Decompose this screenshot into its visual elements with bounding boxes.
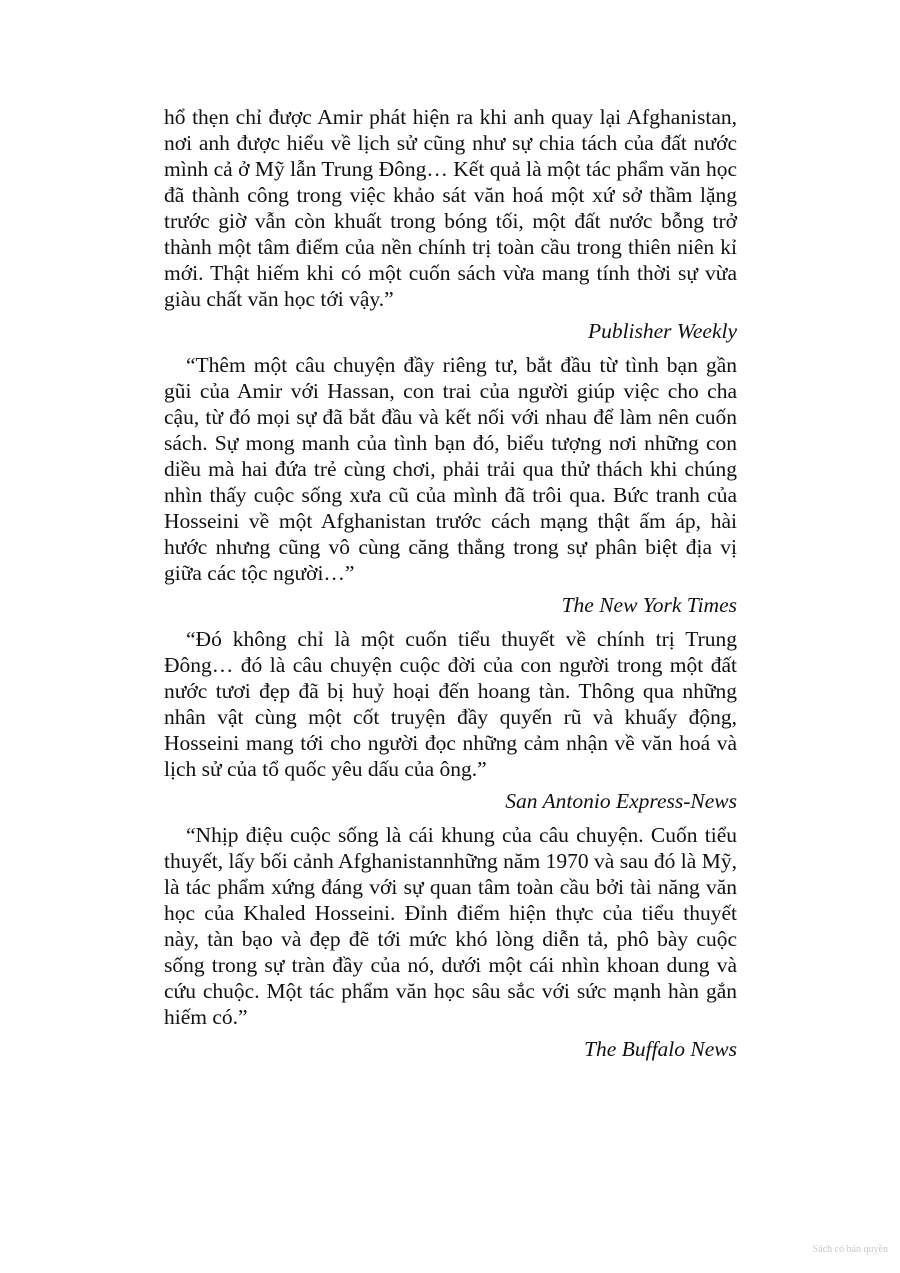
review-source-3: San Antonio Express-News [505, 789, 737, 813]
review-page [164, 104, 737, 1070]
review-text-2: “Thêm một câu chuyện đầy riêng tư, bắt đầu từ tình bạn gần gũi của Amir với Hassan, con trai của người giúp việc cho cha cậu, từ đó mọi sự đã bắt đầu và kết nối với nhau để làm nên cuốn sách. Sự mong manh của tình bạn đó, biểu tượng nơi những con diều mà hai đứa trẻ cùng chơi, phải trải qua thử thách khi chúng nhìn thấy cuộc sống xưa cũ của mình đã trôi qua. Bức tranh của Hosseini về một Afghanistan trước cách mạng thật ấm áp, hài hước nhưng cũng vô cùng căng thẳng trong sự phân biệt địa vị giữa các tộc người…” [164, 353, 737, 585]
review-source-4: The Buffalo News [584, 1037, 737, 1061]
review-text-4: “Nhịp điệu cuộc sống là cái khung của câu chuyện. Cuốn tiểu thuyết, lấy bối cảnh Afghanistannhững năm 1970 và sau đó là Mỹ, là tác phẩm xứng đáng với sự quan tâm toàn cầu bởi tài năng văn học của Khaled Hosseini. Đỉnh điểm hiện thực của tiểu thuyết này, tàn bạo và đẹp đẽ tới mức khó lòng diễn tả, phô bày cuộc sống trong sự tràn đầy của nó, dưới một cái nhìn khoan dung và cứu chuộc. Một tác phẩm văn học sâu sắc với sức mạnh hàn gắn hiếm có.” [164, 823, 737, 1029]
review-source-2: The New York Times [561, 593, 737, 617]
review-text-3: “Đó không chỉ là một cuốn tiểu thuyết về chính trị Trung Đông… đó là câu chuyện cuộc đời của con người trong một đất nước tươi đẹp đã bị huỷ hoại đến hoang tàn. Thông qua những nhân vật cùng một cốt truyện đầy quyến rũ và khuấy động, Hosseini mang tới cho người đọc những cảm nhận về văn hoá và lịch sử của tổ quốc yêu dấu của ông.” [164, 627, 737, 781]
review-text-1: hổ thẹn chỉ được Amir phát hiện ra khi anh quay lại Afghanistan, nơi anh được hiểu về lịch sử cũng như sự chia tách của đất nước mình cả ở Mỹ lẫn Trung Đông… Kết quả là một tác phẩm văn học đã thành công trong việc khảo sát văn hoá một xứ sở thầm lặng trước giờ vẫn còn khuất trong bóng tối, một đất nước bỗng trở thành một tâm điểm của nền chính trị toàn cầu trong thiên niên kỉ mới. Thật hiếm khi có một cuốn sách vừa mang tính thời sự vừa giàu chất văn học tới vậy.” [164, 105, 737, 311]
copyright-watermark: Sách có bản quyền [812, 1244, 888, 1255]
review-source-1: Publisher Weekly [587, 319, 737, 343]
